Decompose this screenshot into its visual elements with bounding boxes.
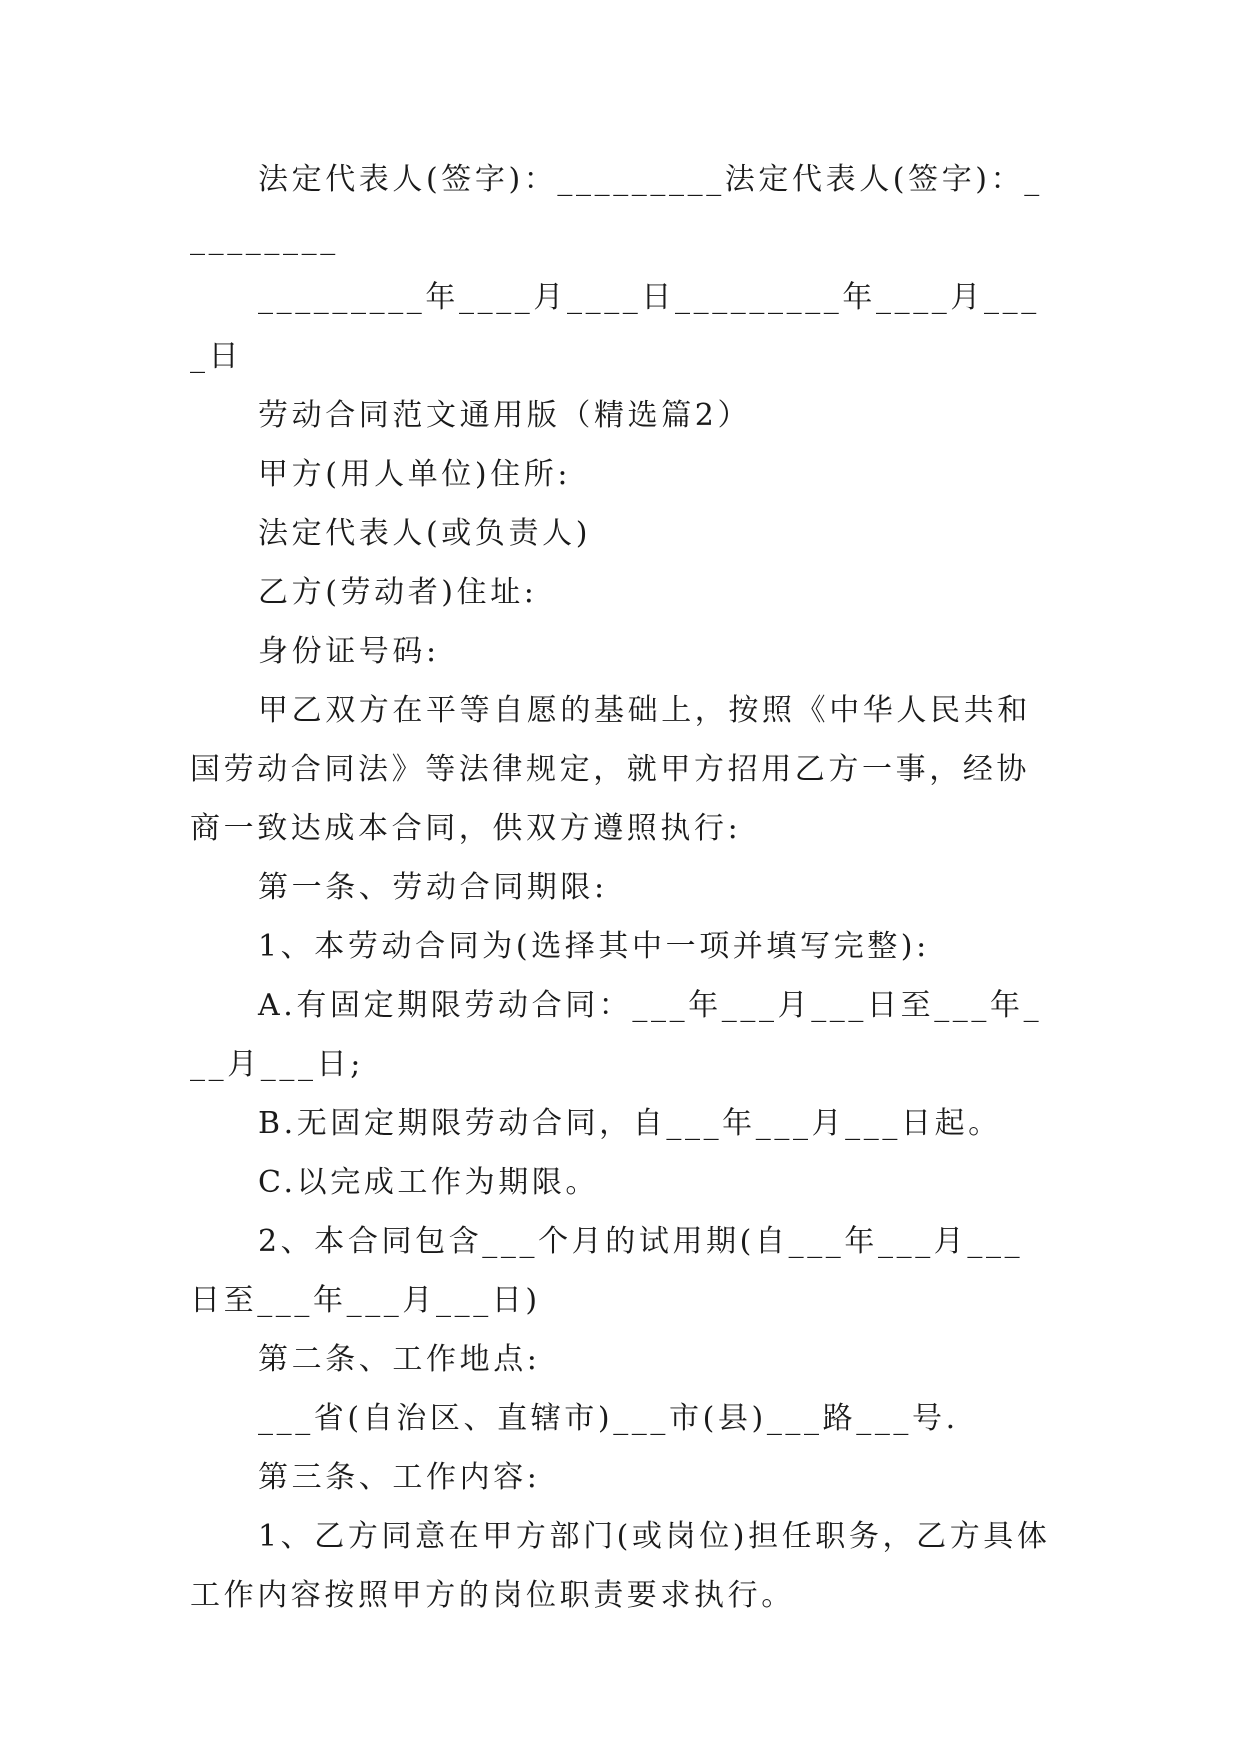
party-b-address: 乙方(劳动者)住址: [258,575,538,610]
id-number: 身份证号码: [258,634,440,669]
section-title: 劳动合同范文通用版（精选篇2） [258,398,752,433]
document-body [190,150,1056,1625]
article-2-heading: 第二条、工作地点: [258,1342,541,1377]
signature-line: 法定代表人(签字)：_________法定代表人(签字)：_________ [190,162,1043,256]
work-content-clause: 1、乙方同意在甲方部门(或岗位)担任职务，乙方具体工作内容按照甲方的岗位职责要求执行。 [190,1519,1051,1613]
party-a-address: 甲方(用人单位)住所: [258,457,572,492]
article-3-heading: 第三条、工作内容: [258,1460,541,1495]
article-1-heading: 第一条、劳动合同期限: [258,870,608,905]
option-a: A.有固定期限劳动合同：___年___月___日至___年___月___日; [190,988,1043,1082]
option-c: C.以完成工作为期限。 [258,1165,600,1200]
work-location: ___省(自治区、直辖市)___市(县)___路___号. [258,1401,959,1436]
article-1-item-1: 1、本劳动合同为(选择其中一项并填写完整): [258,929,930,964]
probation-clause: 2、本合同包含___个月的试用期(自___年___月___日至___年___月___日) [190,1224,1024,1318]
option-b: B.无固定期限劳动合同，自___年___月___日起。 [258,1106,1002,1141]
date-line: _________年____月____日_________年____月____日 [190,280,1040,374]
preamble: 甲乙双方在平等自愿的基础上，按照《中华人民共和国劳动合同法》等法律规定，就甲方招用乙方一事，经协商一致达成本合同，供双方遵照执行: [190,693,1031,846]
legal-representative: 法定代表人(或负责人) [258,516,592,551]
